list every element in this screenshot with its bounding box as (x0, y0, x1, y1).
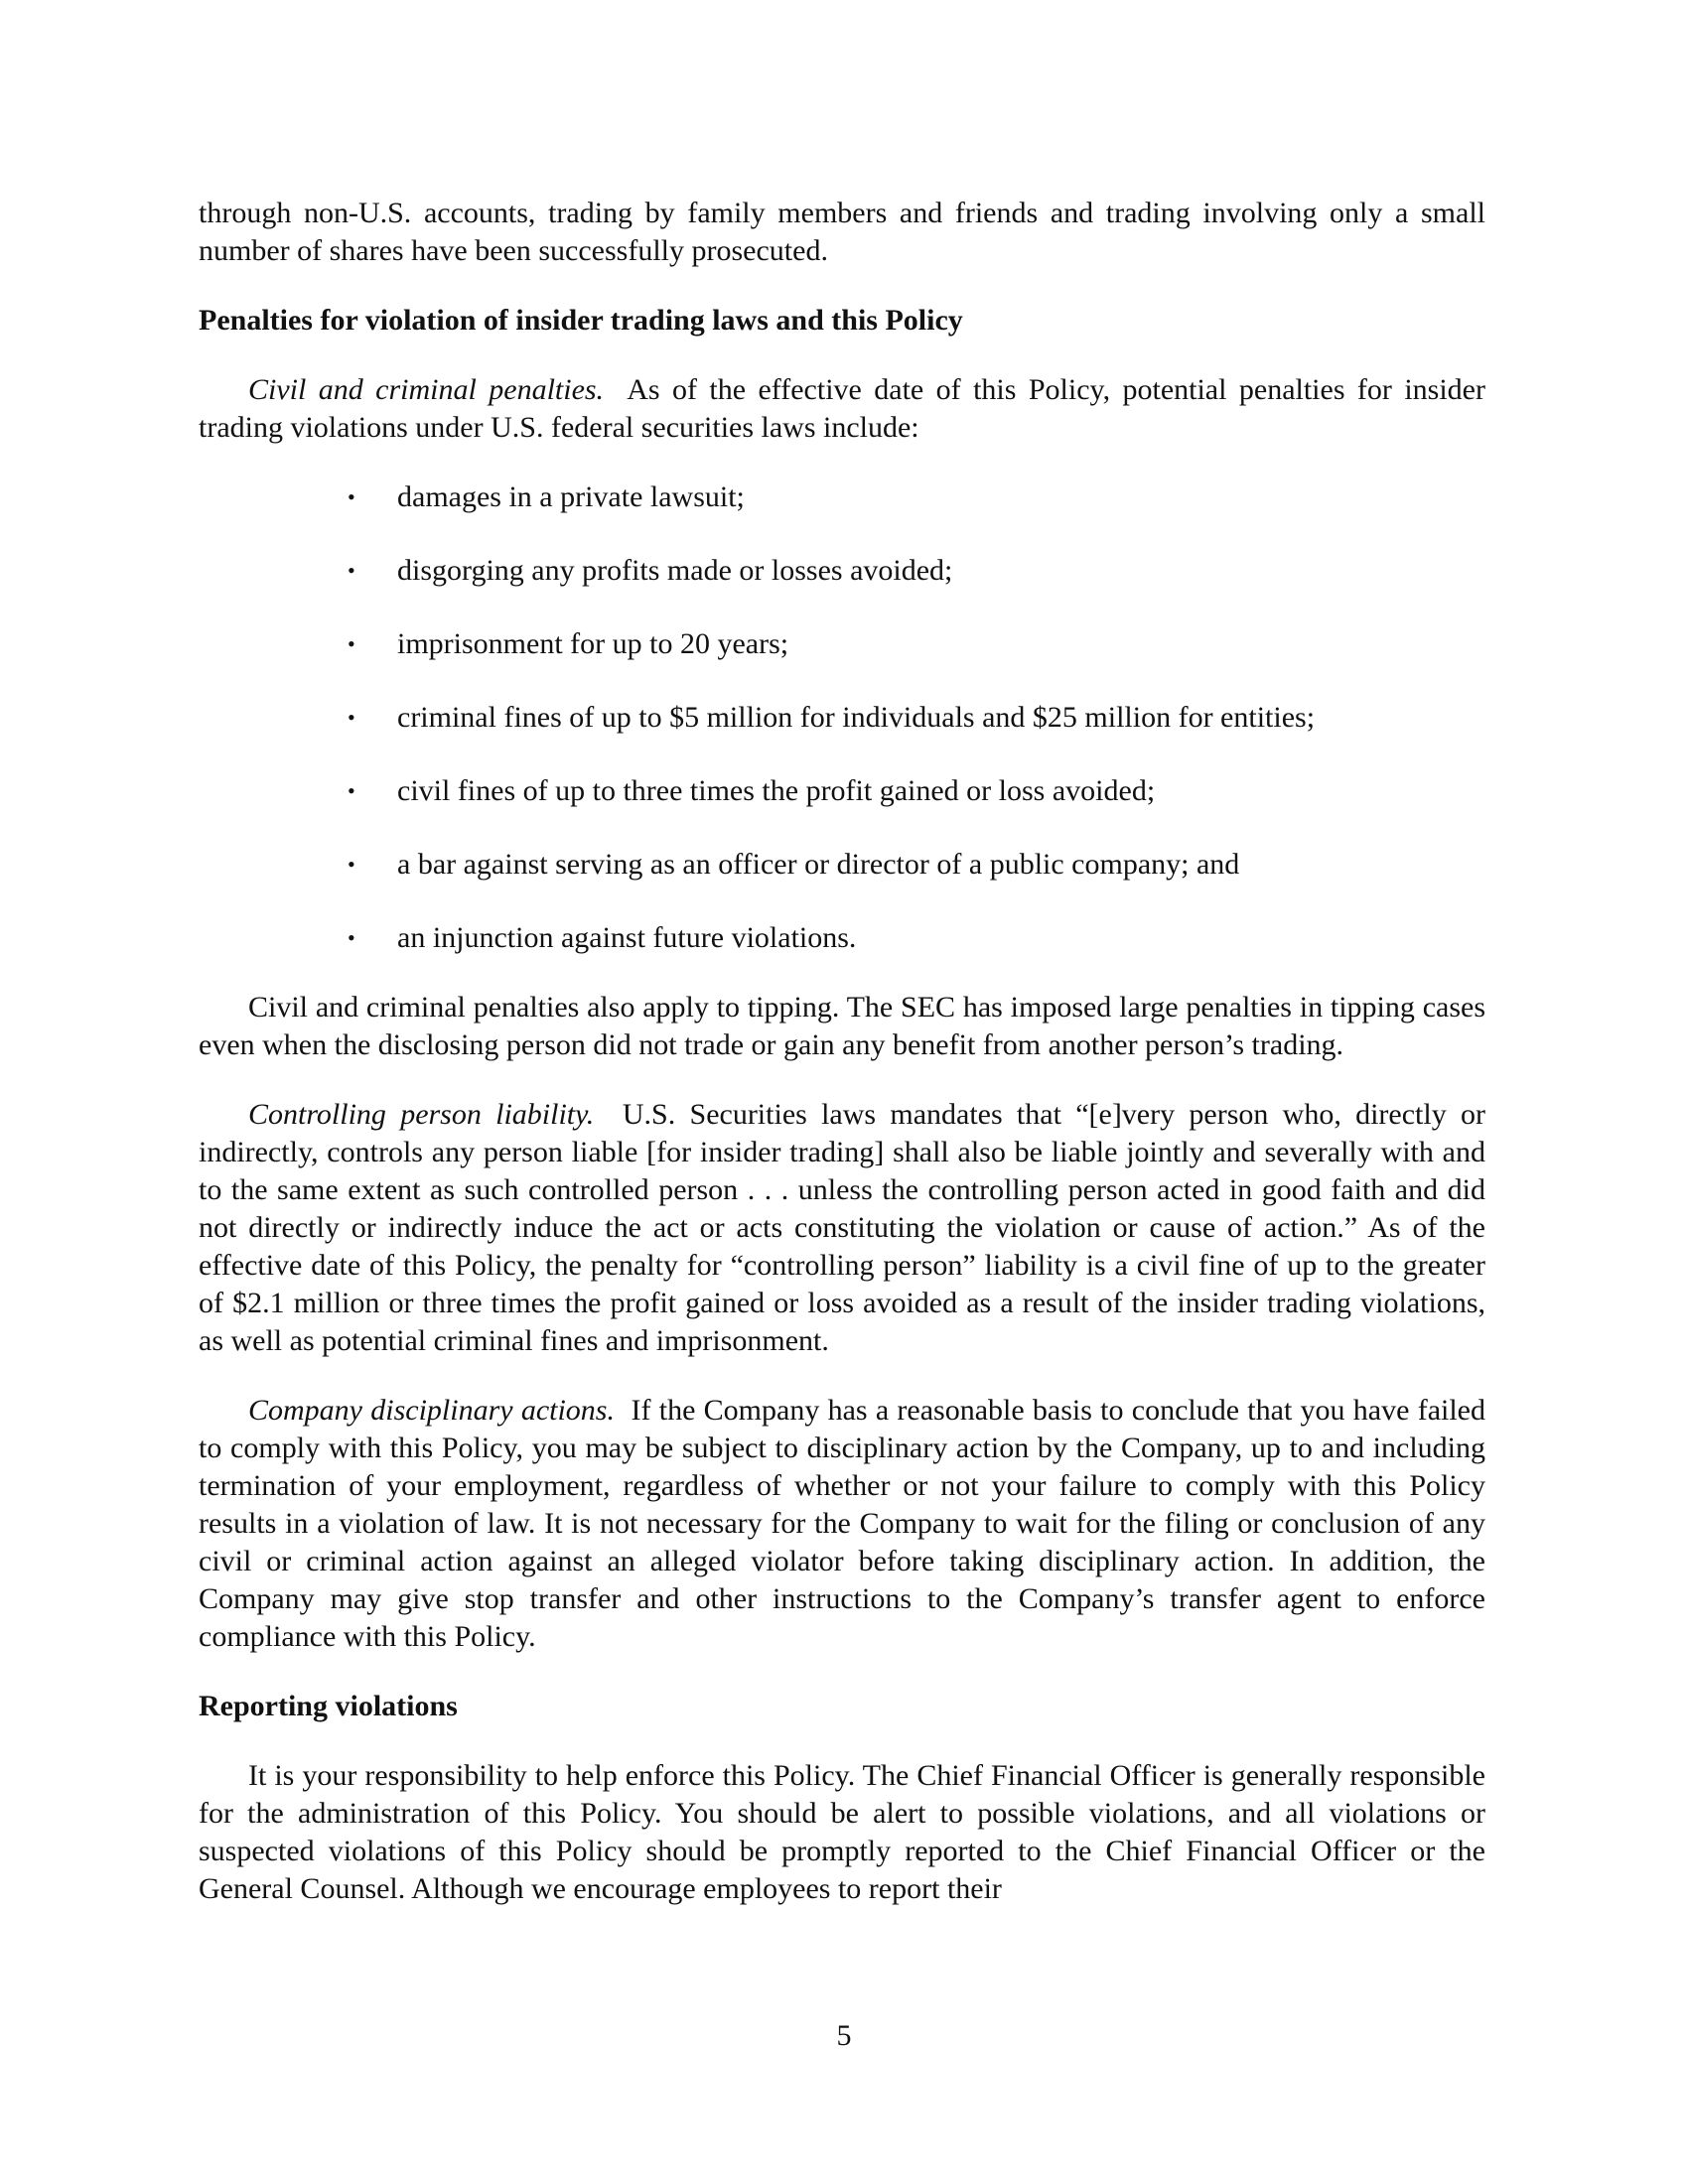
list-item-text: an injunction against future violations. (397, 921, 857, 954)
list-item (348, 552, 1485, 590)
civil-penalties-text: As of the effective date of this Policy, potential penalties for insider trading violations under U.S. federal securities laws include: (199, 373, 1485, 444)
reporting-heading: Reporting violations (199, 1690, 458, 1722)
list-item (348, 846, 1485, 884)
disciplinary-paragraph (199, 1392, 1485, 1656)
list-item-text: imprisonment for up to 20 years; (397, 627, 789, 660)
disciplinary-title: Company disciplinary actions. (248, 1394, 615, 1427)
bullet-icon: • (348, 558, 355, 583)
list-item-text: disgorging any profits made or losses avoided; (397, 554, 953, 587)
disciplinary-text: If the Company has a reasonable basis to conclude that you have failed to comply with this Policy, you may be subject to disciplinary action by the Company, up to and including termination of your employment, regardless of whether or not your failure to comply with this Policy results in a violation of law. It is not necessary for the Company to wait for the filing or conclusion of any civil or criminal action against an alleged violator before taking disciplinary action. In addition, the Company may give stop transfer and other instructions to the Company’s transfer agent to enforce compliance with this Policy. (199, 1394, 1485, 1653)
bullet-icon: • (348, 778, 355, 803)
civil-penalties-title: Civil and criminal penalties. (248, 373, 605, 406)
reporting-paragraph: It is your responsibility to help enforce this Policy. The Chief Financial Officer is generally responsible for the administration of this Policy. You should be alert to possible violations, and all violations or suspected violations of this Policy should be promptly reported to the Chief Financial Officer or the General Counsel. Although we encourage employees to report their (199, 1759, 1485, 1905)
bullet-icon: • (348, 484, 355, 509)
page-number: 5 (836, 2019, 852, 2052)
list-item (348, 699, 1485, 737)
controlling-person-title: Controlling person liability. (248, 1098, 595, 1131)
list-item-text: criminal fines of up to $5 million for individuals and $25 million for entities; (397, 701, 1316, 734)
civil-penalties-paragraph (199, 371, 1485, 447)
intro-paragraph: through non-U.S. accounts, trading by family members and friends and trading involving only a small number of shares have been successfully prosecuted. (199, 197, 1485, 267)
list-item (348, 478, 1485, 516)
list-item (348, 919, 1485, 957)
bullet-icon: • (348, 705, 355, 730)
list-item-text: civil fines of up to three times the profit gained or loss avoided; (397, 774, 1156, 807)
list-item-text: a bar against serving as an officer or director of a public company; and (397, 848, 1240, 881)
bullet-icon: • (348, 925, 355, 950)
tipping-paragraph: Civil and criminal penalties also apply to tipping. The SEC has imposed large penalties in tipping cases even when the disclosing person did not trade or gain any benefit from another person’s trading. (199, 991, 1485, 1061)
bullet-icon: • (348, 852, 355, 877)
list-item-text: damages in a private lawsuit; (397, 480, 745, 513)
controlling-person-paragraph (199, 1096, 1485, 1360)
document-page (199, 195, 1485, 1908)
controlling-person-text: U.S. Securities laws mandates that “[e]very person who, directly or indirectly, controls any person liable [for insider trading] shall also be liable jointly and severally with and to the same extent as such controlled person . . . unless the controlling person acted in good faith and did not directly or indirectly induce the act or acts constituting the violation or cause of action.” As of the effective date of this Policy, the penalty for “controlling person” liability is a civil fine of up to the greater of $2.1 million or three times the profit gained or loss avoided as a result of the insider trading violations, as well as potential criminal fines and imprisonment. (199, 1098, 1485, 1357)
penalties-heading: Penalties for violation of insider trading laws and this Policy (199, 304, 963, 337)
list-item (348, 625, 1485, 663)
bullet-icon: • (348, 631, 355, 656)
penalties-list (199, 478, 1485, 957)
list-item (348, 772, 1485, 810)
